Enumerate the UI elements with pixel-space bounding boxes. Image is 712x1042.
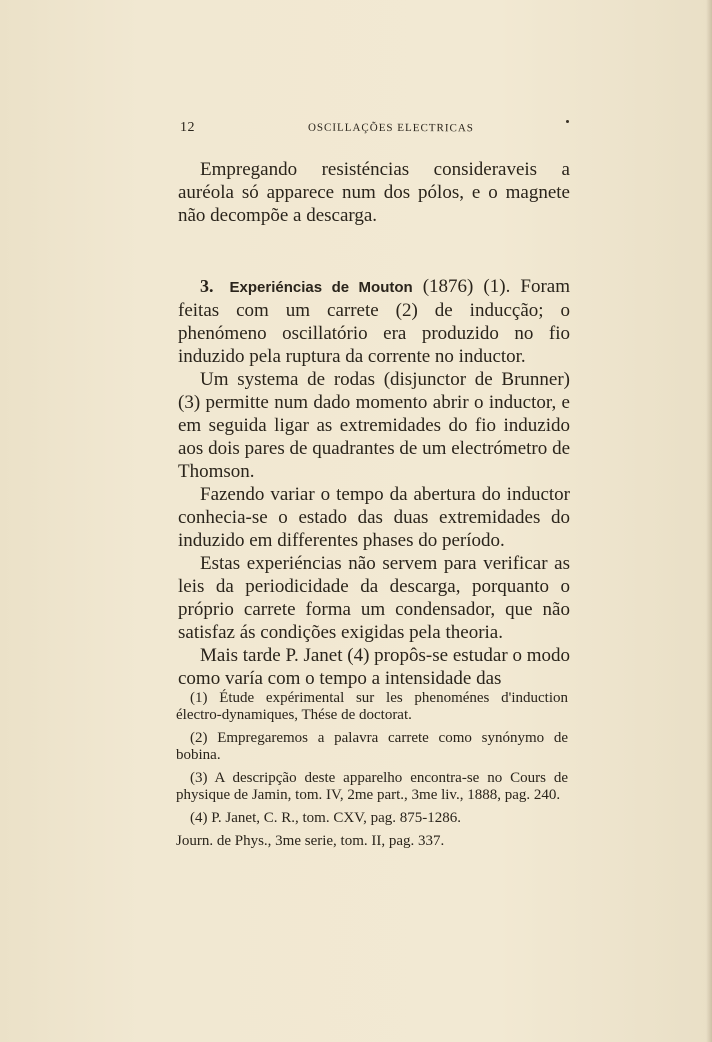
main-text: [178, 158, 570, 690]
paragraph-4: Fazendo variar o tempo da abertura do inductor conhecia-se o estado das duas extremidades do induzido em differentes phases do período.: [178, 484, 570, 551]
footnote-2: (2) Empregaremos a palavra carrete como synónymo de bobina.: [176, 730, 568, 763]
footnote-3: (3) A descripção deste apparelho encontra-se no Cours de physique de Jamin, tom. IV, 2me part., 3me liv., 1888, pag. 240.: [176, 770, 568, 803]
paragraph-6: Mais tarde P. Janet (4) propôs-se estudar o modo como varía com o tempo a intensidade das: [178, 645, 570, 689]
page-edge-shadow: [706, 0, 712, 1042]
section-3: [178, 275, 570, 690]
running-head: OSCILLAÇÕES ELECTRICAS: [307, 121, 474, 135]
footnote-1: (1) Étude expérimental sur les phenoménes d'induction électro-dynamiques, Thése de doctorat.: [176, 690, 568, 723]
footnote-4-continued: Journ. de Phys., 3me serie, tom. II, pag. 337.: [176, 833, 445, 849]
page-header: [172, 120, 572, 140]
footnote-4: (4) P. Janet, C. R., tom. CXV, pag. 875-1286.: [190, 810, 461, 826]
section-heading-paragraph: [178, 275, 570, 368]
ink-speck: [566, 120, 569, 123]
paragraph-2-text: (1876) (1). Foram feitas com um carrete (2) de inducção; o phenómeno oscillatório era produzido no fio induzido pela ruptura da corrente no inductor.: [178, 276, 570, 367]
section-number: 3.: [200, 276, 214, 296]
paragraph-5: Estas experiéncias não servem para verificar as leis da periodicidade da descarga, porquanto o próprio carrete forma um condensador, que não satisfaz ás condições exigidas pela theoria.: [178, 553, 570, 643]
paragraph-1: Empregando resisténcias consideraveis a auréola só apparece num dos pólos, e o magnete não decompõe a descarga.: [178, 159, 570, 226]
footnotes: [176, 690, 568, 856]
page-number: 12: [180, 120, 195, 135]
paragraph-3: Um systema de rodas (disjunctor de Brunner) (3) permitte num dado momento abrir o inductor, e em seguida ligar as extremidades do fio induzido aos dois pares de quadrantes de um electrómetro de Thomson.: [178, 369, 570, 482]
section-title: Experiéncias de Mouton: [229, 279, 413, 296]
